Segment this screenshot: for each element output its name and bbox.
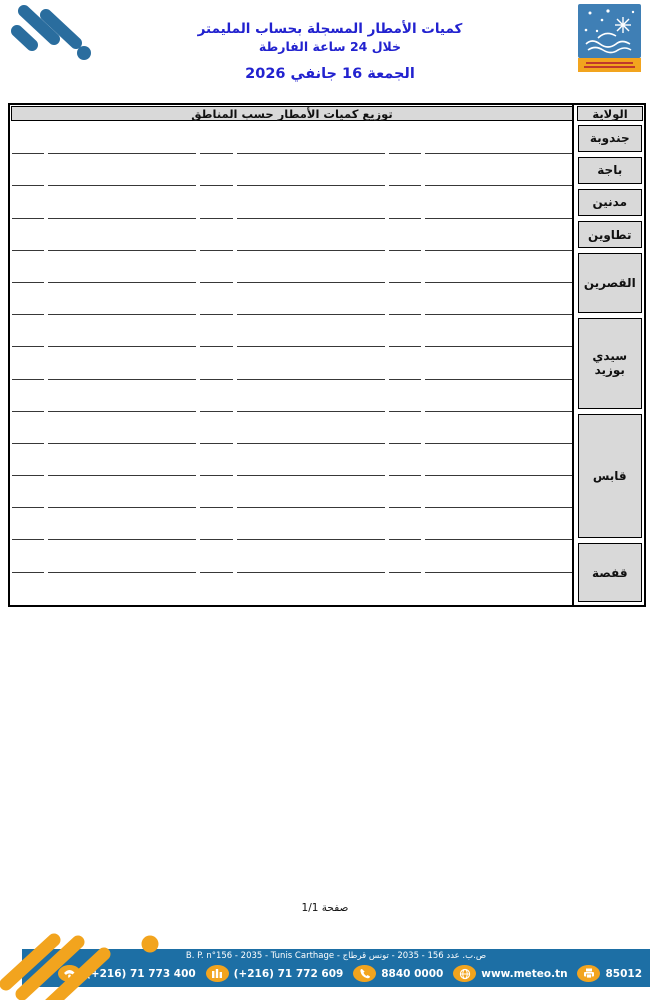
address-arabic: ص.ب. عدد 156 - 2035 - تونس قرطاج [342, 951, 487, 961]
station-name-cell [235, 476, 387, 508]
station-name-cell [423, 412, 574, 444]
region-cell: مدنين [578, 189, 642, 216]
station-name-cell [423, 347, 574, 379]
station-value-cell [10, 444, 46, 476]
handset-icon [353, 965, 376, 982]
page-number-label: صفحة 1/1 [301, 902, 349, 914]
contact-text[interactable] [481, 968, 567, 980]
region-header-cell: الولاية [577, 106, 643, 121]
station-value-cell [198, 122, 235, 154]
station-value-cell [10, 122, 46, 154]
contact-text: 8840 0000 [381, 967, 444, 980]
contact-item [206, 965, 344, 982]
station-name-cell [235, 573, 387, 605]
station-name-cell [46, 540, 198, 572]
station-name-cell [423, 508, 574, 540]
region-cell: باجة [578, 157, 642, 184]
station-name-cell [46, 508, 198, 540]
website-link[interactable]: www.meteo.tn [481, 967, 568, 980]
station-value-cell [198, 347, 235, 379]
station-name-cell [46, 283, 198, 315]
region-cell: تطاوين [578, 221, 642, 248]
station-value-cell [198, 283, 235, 315]
station-value-cell [10, 540, 46, 572]
station-value-cell [387, 476, 423, 508]
station-name-cell [423, 154, 574, 186]
station-value-cell [10, 347, 46, 379]
station-name-cell [235, 186, 387, 218]
station-name-cell [46, 444, 198, 476]
region-cell: جندوبة [578, 125, 642, 152]
station-value-cell [387, 251, 423, 283]
printer-icon [577, 965, 600, 982]
title-line-2: خلال 24 ساعة الفارطة [258, 39, 402, 54]
station-value-cell [387, 412, 423, 444]
report-title [120, 20, 540, 56]
station-name-cell [235, 154, 387, 186]
contact-text: 85012 [605, 967, 642, 980]
station-name-cell [235, 122, 387, 154]
station-name-cell [46, 573, 198, 605]
station-name-cell [235, 380, 387, 412]
station-value-cell [387, 154, 423, 186]
station-value-cell [387, 219, 423, 251]
orange-logo-dot [142, 936, 159, 953]
distribution-header-cell: توزيع كميات الأمطار حسب المناطق [11, 106, 573, 121]
region-cell: قابس [578, 414, 642, 538]
contact-text: (+216) 71 773 400 [86, 967, 196, 980]
region-cell: سيدي بوزيد [578, 318, 642, 410]
station-value-cell [10, 283, 46, 315]
station-name-cell [423, 573, 574, 605]
footer-orange-logo [0, 928, 200, 1000]
station-name-cell [423, 122, 574, 154]
station-value-cell [198, 540, 235, 572]
station-name-cell [46, 315, 198, 347]
station-value-cell [198, 380, 235, 412]
station-name-cell [235, 251, 387, 283]
station-value-cell [10, 573, 46, 605]
station-value-cell [387, 315, 423, 347]
station-name-cell [423, 186, 574, 218]
station-value-cell [387, 122, 423, 154]
station-name-cell [46, 412, 198, 444]
logo-caption-line [586, 62, 633, 64]
station-value-cell [198, 251, 235, 283]
station-value-cell [198, 444, 235, 476]
station-value-cell [387, 540, 423, 572]
station-name-cell [46, 476, 198, 508]
station-value-cell [198, 412, 235, 444]
station-value-cell [198, 573, 235, 605]
station-name-cell [46, 251, 198, 283]
logo-caption-line [584, 66, 635, 68]
station-name-cell [423, 444, 574, 476]
station-value-cell [387, 380, 423, 412]
station-name-cell [235, 412, 387, 444]
station-value-cell [10, 219, 46, 251]
globe-icon [453, 965, 476, 982]
station-value-cell [198, 219, 235, 251]
station-name-cell [423, 251, 574, 283]
station-name-cell [423, 476, 574, 508]
region-cell: قفصة [578, 543, 642, 602]
address-latin: B. P. n°156 - 2035 - Tunis Carthage - [185, 951, 343, 961]
station-value-cell [198, 508, 235, 540]
station-name-cell [46, 380, 198, 412]
station-value-cell [198, 315, 235, 347]
station-name-cell [235, 315, 387, 347]
fax-icon [206, 965, 229, 982]
station-name-cell [235, 347, 387, 379]
title-line-1: كميات الأمطار المسجلة بحساب المليمتر [197, 21, 463, 37]
station-name-cell [423, 540, 574, 572]
station-value-cell [10, 154, 46, 186]
station-name-cell [423, 283, 574, 315]
station-value-cell [10, 380, 46, 412]
station-value-cell [10, 412, 46, 444]
station-value-cell [387, 508, 423, 540]
station-name-cell [235, 219, 387, 251]
contact-item [453, 965, 567, 982]
region-cell: القصرين [578, 253, 642, 312]
station-name-cell [235, 283, 387, 315]
snowflake-icon [615, 17, 631, 33]
brand-logo-dot [77, 46, 91, 60]
station-name-cell [46, 154, 198, 186]
station-value-cell [10, 251, 46, 283]
station-name-cell [46, 122, 198, 154]
station-name-cell [46, 347, 198, 379]
station-name-cell [235, 508, 387, 540]
brand-logo [8, 3, 100, 63]
column-divider [572, 105, 574, 605]
station-value-cell [10, 476, 46, 508]
station-name-cell [235, 444, 387, 476]
station-name-cell [46, 186, 198, 218]
station-name-cell [423, 380, 574, 412]
inm-logo [578, 4, 641, 72]
station-value-cell [10, 186, 46, 218]
contact-item [577, 965, 642, 982]
station-name-cell [423, 219, 574, 251]
station-name-cell [423, 315, 574, 347]
station-name-cell [235, 540, 387, 572]
station-name-cell [46, 219, 198, 251]
station-value-cell [10, 315, 46, 347]
rainfall-table [8, 103, 646, 607]
station-value-cell [387, 186, 423, 218]
station-value-cell [387, 283, 423, 315]
contact-item [353, 965, 443, 982]
station-value-cell [387, 573, 423, 605]
station-value-cell [198, 154, 235, 186]
report-date: الجمعة 16 جانفي 2026 [245, 66, 415, 82]
contact-text: (+216) 71 772 609 [233, 967, 344, 980]
station-value-cell [198, 476, 235, 508]
station-value-cell [10, 508, 46, 540]
station-value-cell [387, 444, 423, 476]
station-value-cell [387, 347, 423, 379]
station-value-cell [198, 186, 235, 218]
